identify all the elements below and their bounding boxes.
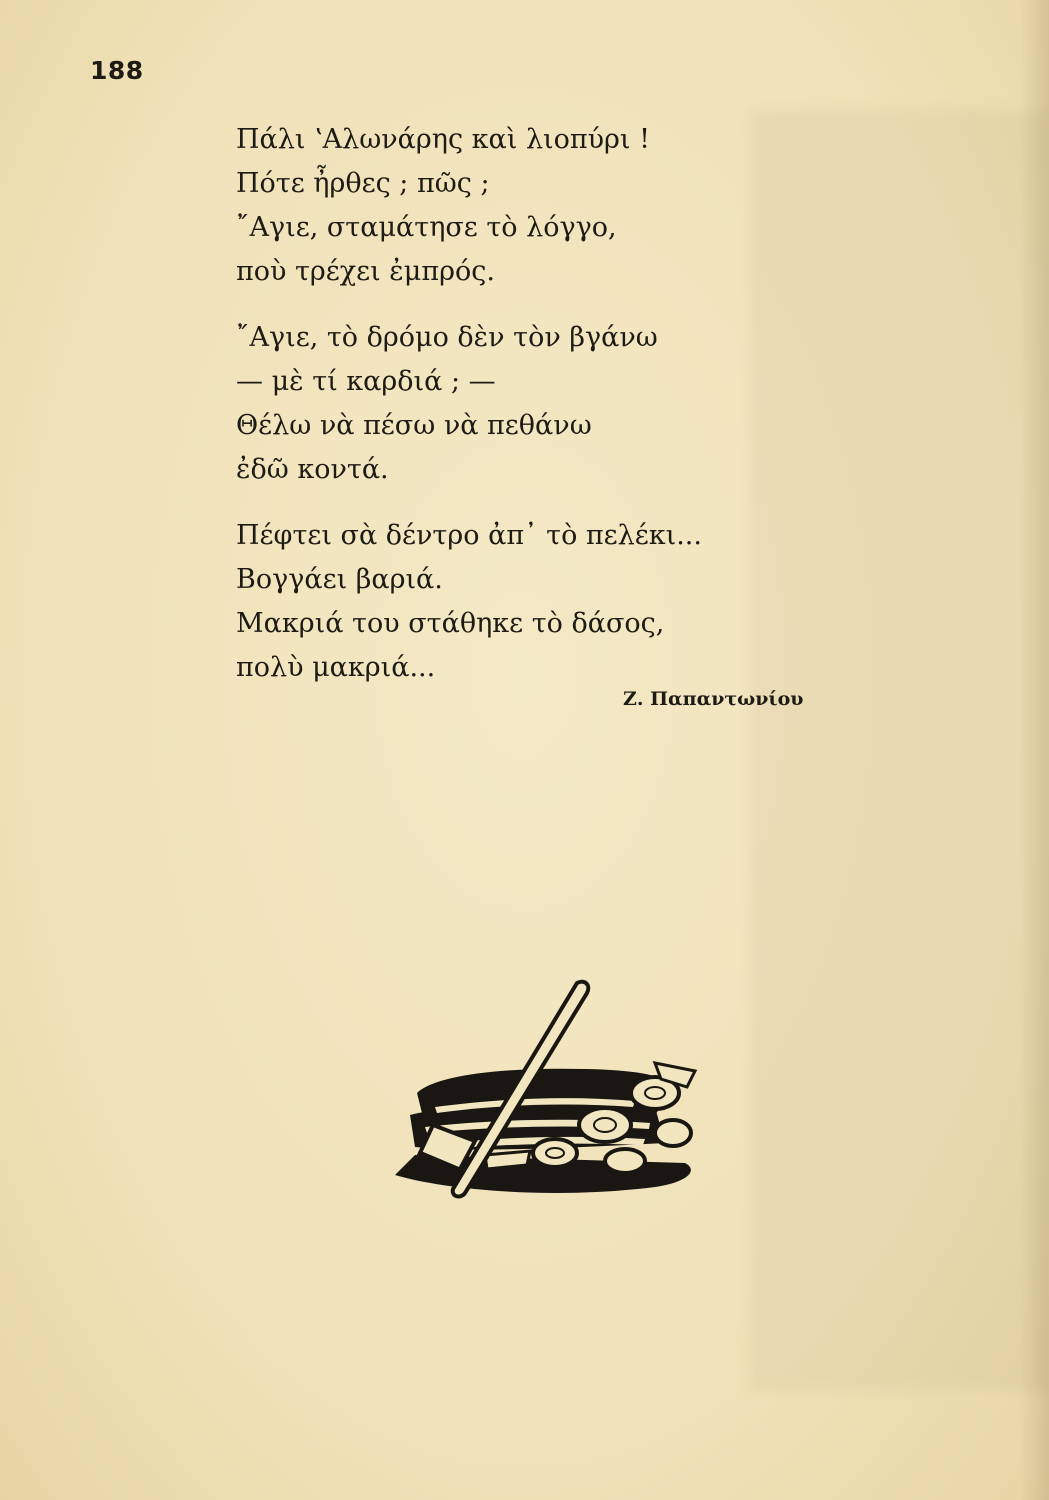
page-number: 188 xyxy=(90,56,144,85)
poem-author: Ζ. Παπαντωνίου xyxy=(623,688,804,710)
stanza-1 xyxy=(236,118,796,294)
poem-line: πολὺ μακριά... xyxy=(236,652,436,683)
poem-line: Πέφτει σὰ δέντρο ἀπ᾿ τὸ πελέκι... xyxy=(236,520,702,551)
poem-line: ῎Αγιε, τὸ δρόμο δὲν τὸν βγάνω xyxy=(236,322,658,353)
stanza-2 xyxy=(236,316,796,492)
poem-line: Πάλι ʽΑλωνάρης καὶ λιοπύρι ! xyxy=(236,124,650,155)
poem-line: Πότε ἦρθες ; πῶς ; xyxy=(236,168,490,199)
axe-on-logs-woodcut-icon xyxy=(355,975,725,1225)
poem xyxy=(236,118,796,712)
poem-line: — μὲ τί καρδιά ; — xyxy=(236,366,496,397)
poem-line: Θέλω νὰ πέσω νὰ πεθάνω xyxy=(236,410,592,441)
poem-line: Βογγάει βαριά. xyxy=(236,564,443,595)
poem-line: Μακριά του στάθηκε τὸ δάσος, xyxy=(236,608,665,639)
stanza-3 xyxy=(236,514,796,690)
poem-line: ποὺ τρέχει ἐμπρός. xyxy=(236,256,495,287)
poem-line: ἐδῶ κοντά. xyxy=(236,454,389,485)
poem-line: ῎Αγιε, σταμάτησε τὸ λόγγο, xyxy=(236,212,617,243)
page-edge-shadow xyxy=(1019,0,1049,1500)
